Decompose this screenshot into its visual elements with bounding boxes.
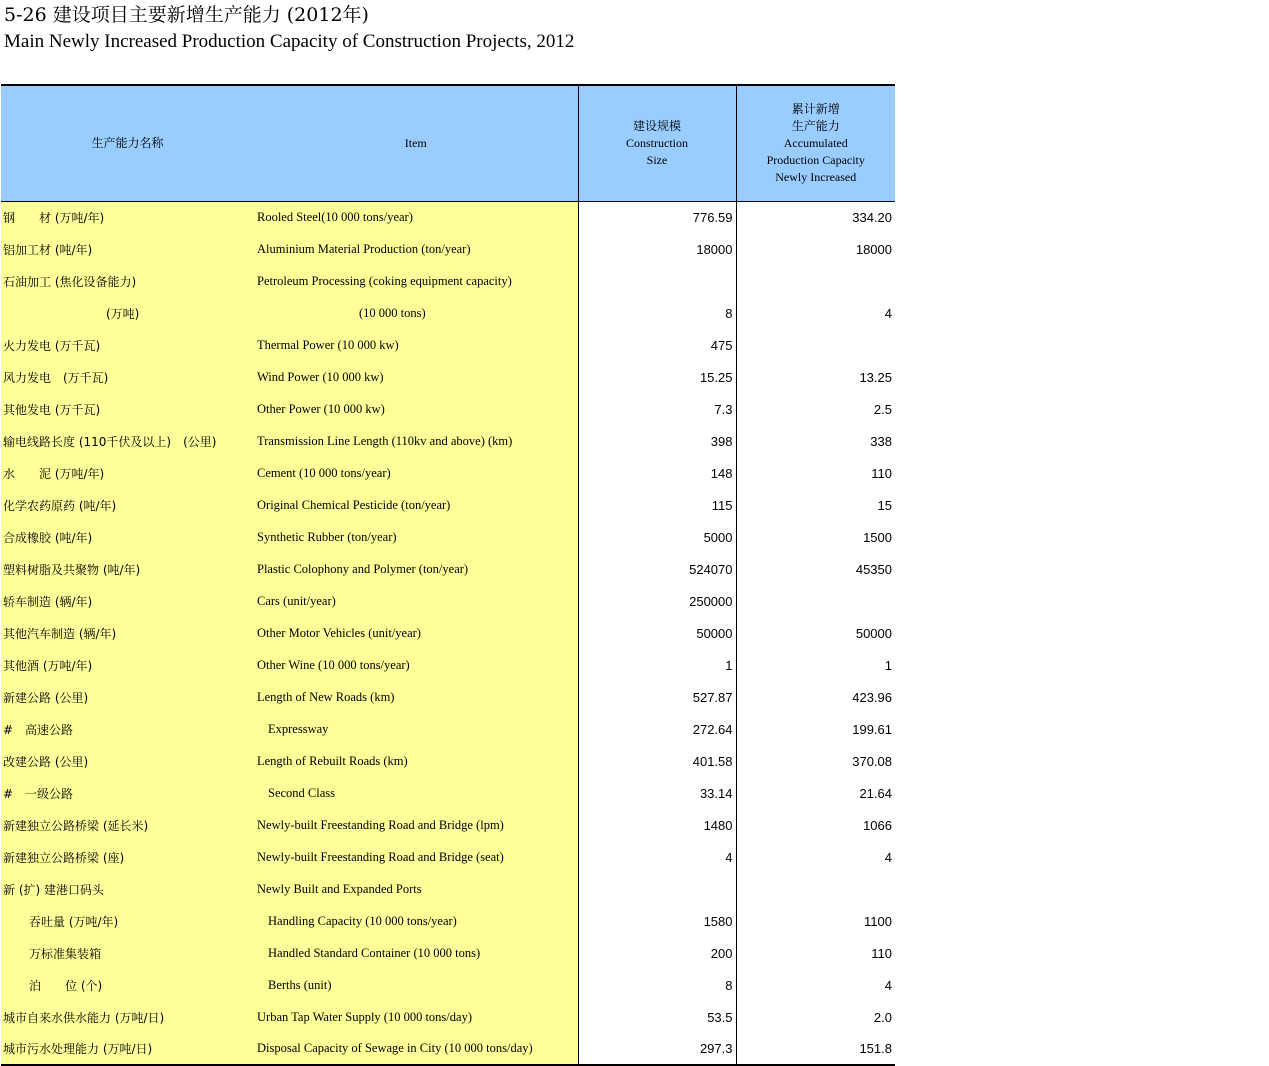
row-item-en: Expressway [254,713,578,745]
row-accumulated: 110 [736,457,895,489]
row-name-cn: 钢 材 (万吨/年) [1,201,254,233]
row-name-cn: 其他汽车制造 (辆/年) [1,617,254,649]
table-row [1,425,895,457]
row-item-en: Aluminium Material Production (ton/year) [254,233,578,265]
row-accumulated: 334.20 [736,201,895,233]
row-accumulated: 18000 [736,233,895,265]
header-size-cn: 建设规模 [632,118,681,133]
row-accumulated: 13.25 [736,361,895,393]
row-name-cn: 轿车制造 (辆/年) [1,585,254,617]
row-item-en: Berths (unit) [254,969,578,1001]
row-construction-size: 4 [578,841,736,873]
table-row [1,585,895,617]
row-item-en: Second Class [254,777,578,809]
table-row [1,201,895,233]
row-accumulated: 50000 [736,617,895,649]
row-item-en: Thermal Power (10 000 kw) [254,329,578,361]
header-item: Item [254,85,578,201]
table-row [1,905,895,937]
row-name-cn: 化学农药原药 (吨/年) [1,489,254,521]
row-construction-size: 475 [578,329,736,361]
row-name-cn: 新建独立公路桥梁 (延长米) [1,809,254,841]
table-row [1,649,895,681]
row-item-en: Handling Capacity (10 000 tons/year) [254,905,578,937]
row-accumulated: 151.8 [736,1033,895,1065]
table-row [1,937,895,969]
row-construction-size: 1480 [578,809,736,841]
row-construction-size: 15.25 [578,361,736,393]
row-accumulated: 45350 [736,553,895,585]
row-name-cn: 合成橡胶 (吨/年) [1,521,254,553]
table-row [1,809,895,841]
row-name-cn: 铝加工材 (吨/年) [1,233,254,265]
table-row [1,329,895,361]
row-accumulated: 423.96 [736,681,895,713]
row-accumulated: 21.64 [736,777,895,809]
row-construction-size: 8 [578,969,736,1001]
row-accumulated: 1 [736,649,895,681]
header-name-cn: 生产能力名称 [1,85,254,201]
row-item-en: Other Power (10 000 kw) [254,393,578,425]
row-accumulated [736,585,895,617]
row-item-en: Original Chemical Pesticide (ton/year) [254,489,578,521]
row-construction-size: 115 [578,489,736,521]
row-name-cn: 其他发电 (万千瓦) [1,393,254,425]
row-accumulated: 4 [736,297,895,329]
row-construction-size: 401.58 [578,745,736,777]
row-construction-size: 8 [578,297,736,329]
row-construction-size: 148 [578,457,736,489]
header-size-en2: Size [646,152,668,167]
row-construction-size: 776.59 [578,201,736,233]
row-accumulated [736,329,895,361]
row-construction-size: 272.64 [578,713,736,745]
row-item-en: Synthetic Rubber (ton/year) [254,521,578,553]
row-accumulated: 2.0 [736,1001,895,1033]
row-accumulated: 4 [736,841,895,873]
row-construction-size: 250000 [578,585,736,617]
row-accumulated: 2.5 [736,393,895,425]
table-row [1,265,895,297]
row-accumulated: 1066 [736,809,895,841]
header-construction-size [578,85,736,201]
row-item-en: Transmission Line Length (110kv and above) (km) [254,425,578,457]
row-item-en: Handled Standard Container (10 000 tons) [254,937,578,969]
row-accumulated: 338 [736,425,895,457]
row-construction-size: 18000 [578,233,736,265]
row-accumulated: 15 [736,489,895,521]
header-acc-en3: Newly Increased [775,169,857,184]
table-row [1,233,895,265]
header-acc-cn1: 累计新增 [791,101,840,116]
row-item-en: Rooled Steel(10 000 tons/year) [254,201,578,233]
row-item-en: Plastic Colophony and Polymer (ton/year) [254,553,578,585]
row-accumulated [736,873,895,905]
table-row [1,713,895,745]
table-row [1,521,895,553]
row-name-cn: 风力发电 (万千瓦) [1,361,254,393]
row-construction-size: 53.5 [578,1001,736,1033]
row-name-cn: # 高速公路 [1,713,254,745]
table-row [1,553,895,585]
row-construction-size: 297.3 [578,1033,736,1065]
row-name-cn: # 一级公路 [1,777,254,809]
row-item-en: Length of Rebuilt Roads (km) [254,745,578,777]
row-accumulated: 370.08 [736,745,895,777]
table-row [1,841,895,873]
row-name-cn: (万吨) [1,297,254,329]
row-name-cn: 水 泥 (万吨/年) [1,457,254,489]
table-header-row [1,85,895,201]
row-accumulated: 199.61 [736,713,895,745]
row-name-cn: 新建独立公路桥梁 (座) [1,841,254,873]
row-item-en: Disposal Capacity of Sewage in City (10 000 tons/day) [254,1033,578,1065]
table-row [1,617,895,649]
table-row [1,873,895,905]
table-row [1,489,895,521]
table-row [1,297,895,329]
row-accumulated [736,265,895,297]
row-construction-size [578,265,736,297]
row-name-cn: 泊 位 (个) [1,969,254,1001]
row-name-cn: 新建公路 (公里) [1,681,254,713]
row-item-en: Wind Power (10 000 kw) [254,361,578,393]
row-construction-size [578,873,736,905]
row-item-en: Cars (unit/year) [254,585,578,617]
row-item-en: (10 000 tons) [254,297,578,329]
row-construction-size: 5000 [578,521,736,553]
row-name-cn: 城市自来水供水能力 (万吨/日) [1,1001,254,1033]
row-name-cn: 火力发电 (万千瓦) [1,329,254,361]
table-row [1,393,895,425]
row-item-en: Cement (10 000 tons/year) [254,457,578,489]
title-chinese: 5-26 建设项目主要新增生产能力 (2012年) [4,4,369,26]
row-item-en: Petroleum Processing (coking equipment capacity) [254,265,578,297]
row-name-cn: 万标准集装箱 [1,937,254,969]
table-row [1,361,895,393]
row-item-en: Newly Built and Expanded Ports [254,873,578,905]
row-construction-size: 33.14 [578,777,736,809]
table-row [1,1033,895,1065]
table-row [1,681,895,713]
row-construction-size: 7.3 [578,393,736,425]
table-row [1,777,895,809]
row-construction-size: 398 [578,425,736,457]
row-accumulated: 1100 [736,905,895,937]
capacity-table [1,84,895,1066]
row-name-cn: 其他酒 (万吨/年) [1,649,254,681]
title-english: Main Newly Increased Production Capacity of Construction Projects, 2012 [4,31,575,52]
row-item-en: Newly-built Freestanding Road and Bridge (seat) [254,841,578,873]
row-construction-size: 1580 [578,905,736,937]
row-accumulated: 1500 [736,521,895,553]
row-item-en: Length of New Roads (km) [254,681,578,713]
table-row [1,457,895,489]
row-name-cn: 改建公路 (公里) [1,745,254,777]
row-item-en: Other Wine (10 000 tons/year) [254,649,578,681]
header-accumulated [736,85,895,201]
row-name-cn: 输电线路长度 (110千伏及以上) (公里) [1,425,254,457]
row-construction-size: 50000 [578,617,736,649]
row-construction-size: 524070 [578,553,736,585]
row-accumulated: 4 [736,969,895,1001]
row-construction-size: 1 [578,649,736,681]
row-name-cn: 塑料树脂及共聚物 (吨/年) [1,553,254,585]
table-row [1,745,895,777]
header-acc-en2: Production Capacity [766,152,865,167]
row-construction-size: 527.87 [578,681,736,713]
row-name-cn: 石油加工 (焦化设备能力) [1,265,254,297]
row-construction-size: 200 [578,937,736,969]
header-acc-cn2: 生产能力 [791,118,840,133]
row-item-en: Urban Tap Water Supply (10 000 tons/day) [254,1001,578,1033]
row-name-cn: 吞吐量 (万吨/年) [1,905,254,937]
header-size-en1: Construction [626,135,688,150]
row-name-cn: 城市污水处理能力 (万吨/日) [1,1033,254,1065]
table-row [1,969,895,1001]
row-item-en: Other Motor Vehicles (unit/year) [254,617,578,649]
row-accumulated: 110 [736,937,895,969]
header-acc-en1: Accumulated [783,135,848,150]
row-name-cn: 新 (扩) 建港口码头 [1,873,254,905]
row-item-en: Newly-built Freestanding Road and Bridge (lpm) [254,809,578,841]
table-row [1,1001,895,1033]
